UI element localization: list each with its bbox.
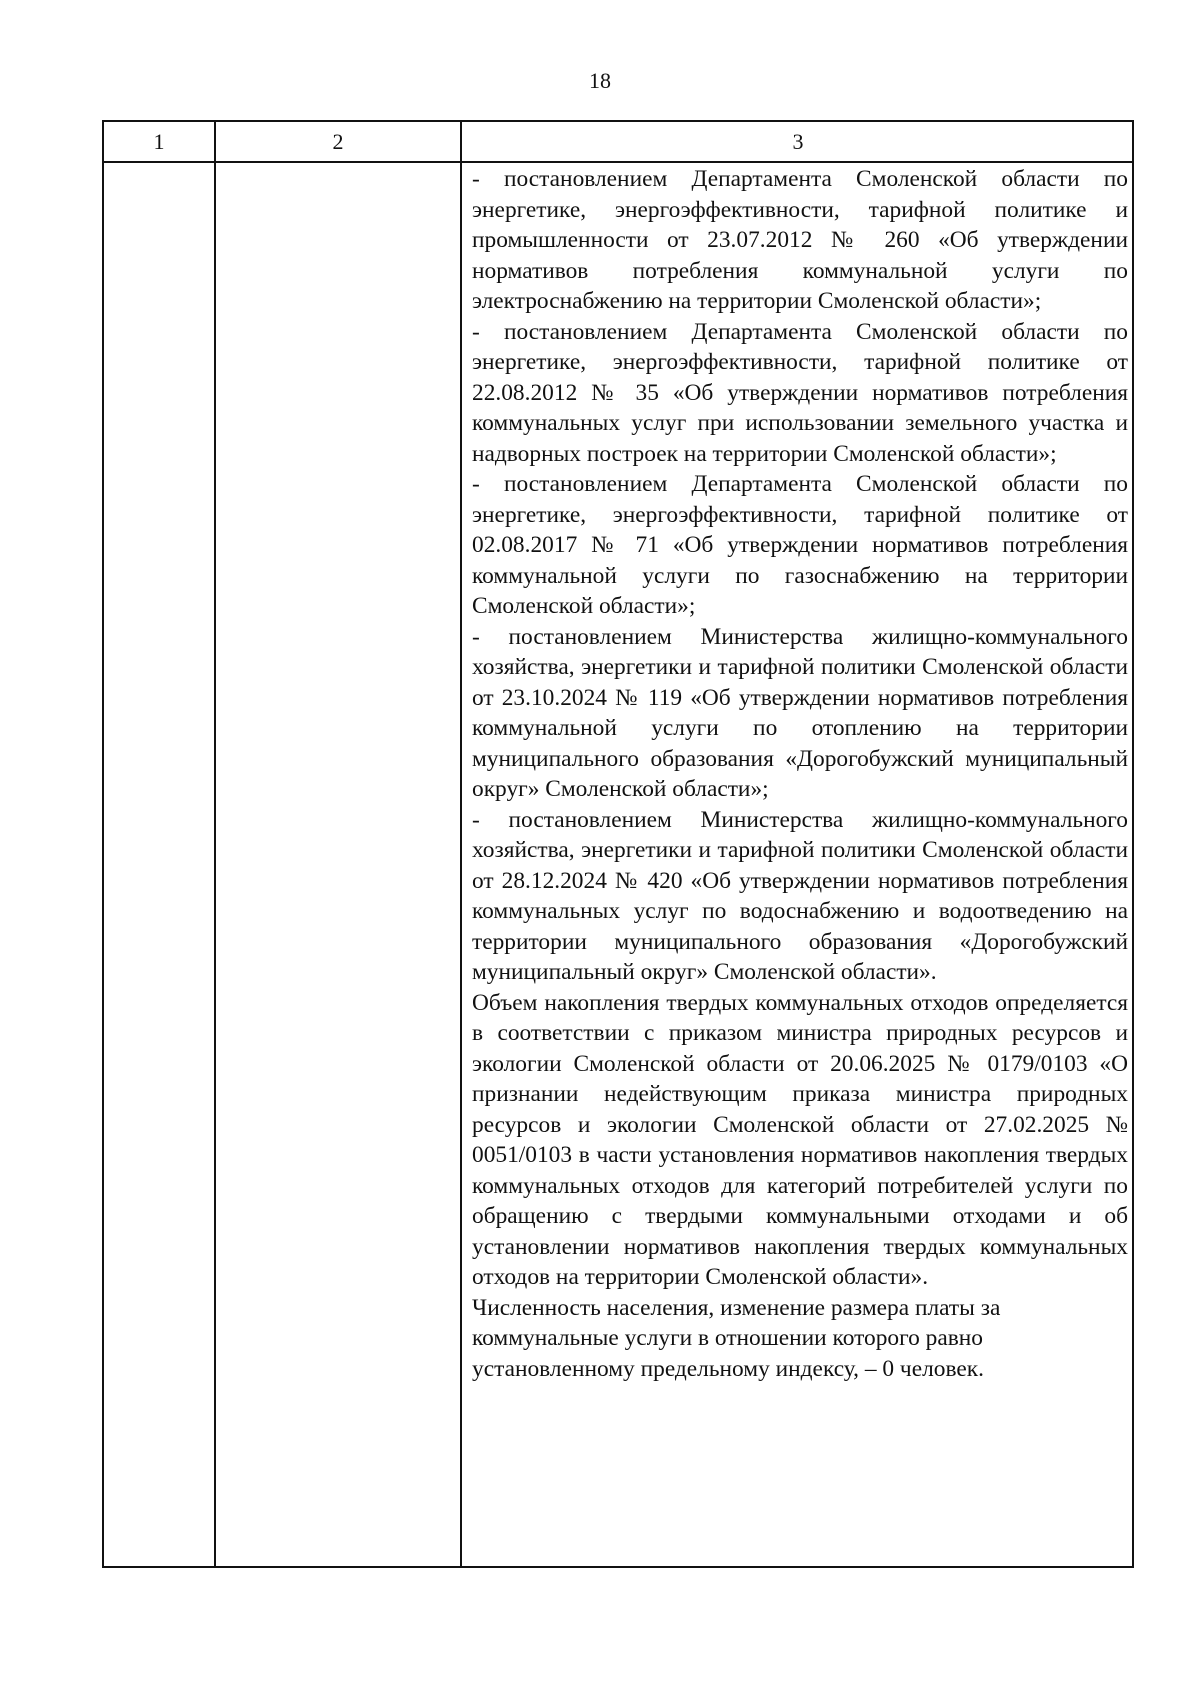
paragraph-resolution-land-plot: - постановлением Департамента Смоленской области по энергетике, энергоэффективности, тарифной политике от 22.08.2012 № 35 «Об утверждении нормативов потребления коммунальных услуг при использовании земельного участка и надворных построек на территории Смоленской области»; <box>472 318 1128 467</box>
paragraph-resolution-heating: - постановлением Министерства жилищно-коммунального хозяйства, энергетики и тарифной политики Смоленской области от 23.10.2024 № 119 «Об утверждении нормативов потребления коммунальной услуги по отоплению на территории муниципального образования «Дорогобужский муниципальный округ» Смоленской области»; <box>472 623 1128 802</box>
paragraph-solid-waste: Объем накопления твердых коммунальных отходов определяется в соответствии с приказом министра природных ресурсов и экологии Смоленской области от 20.06.2025 № 0179/0103 «О признании недействующим приказа министра природных ресурсов и экологии Смоленской области от 27.02.2025 № 0051/0103 в части установления нормативов накопления твердых коммунальных отходов для категорий потребителей услуги по обращению с твердыми коммунальными отходами и об установлении нормативов накопления твердых коммунальных отходов на территории Смоленской области». <box>472 989 1128 1290</box>
paragraph-resolution-water: - постановлением Министерства жилищно-коммунального хозяйства, энергетики и тарифной политики Смоленской области от 28.12.2024 № 420 «Об утверждении нормативов потребления коммунальных услуг по водоснабжению и водоотведению на территории муниципального образования «Дорогобужский муниципальный округ» Смоленской области». <box>472 806 1128 985</box>
header-row-divider <box>104 161 1132 163</box>
column-header-3: 3 <box>792 129 804 154</box>
paragraph-resolution-electricity: - постановлением Департамента Смоленской области по энергетике, энергоэффективности, тарифной политике и промышленности от 23.07.2012 № 260 «Об утверждении нормативов потребления коммунальной услуги по электроснабжению на территории Смоленской области»; <box>472 166 1128 314</box>
document-table <box>102 120 1134 1568</box>
column-header-2: 2 <box>332 129 344 154</box>
paragraph-resolution-gas: - постановлением Департамента Смоленской области по энергетике, энергоэффективности, тарифной политике от 02.08.2017 № 71 «Об утверждении нормативов потребления коммунальной услуги по газоснабжению на территории Смоленской области»; <box>472 471 1128 619</box>
column-divider-1 <box>214 122 216 1566</box>
page-number: 18 <box>589 68 611 93</box>
column-divider-2 <box>460 122 462 1566</box>
paragraph-population-count: Численность населения, изменение размера платы за коммунальные услуги в отношении которого равно установленному предельному индексу, – 0 человек. <box>472 1294 1001 1382</box>
column-3-content <box>472 164 1128 1384</box>
column-header-1: 1 <box>153 129 165 154</box>
